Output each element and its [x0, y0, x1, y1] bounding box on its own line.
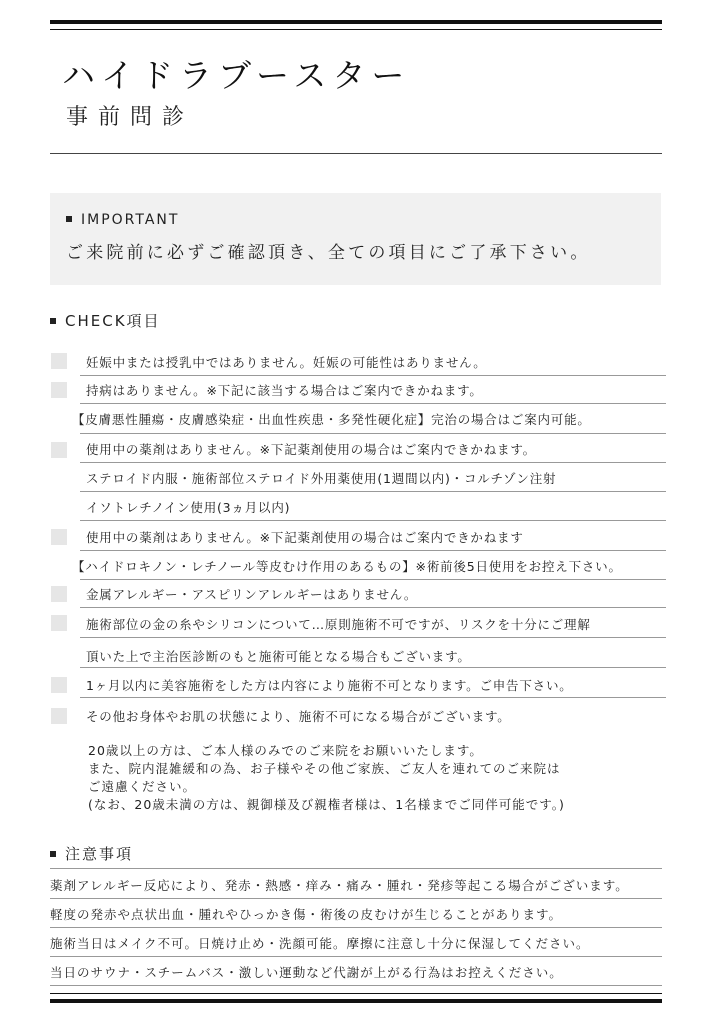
checkbox-gold-thread-silicone[interactable] [51, 615, 67, 631]
caution-heading-label: 注意事項 [65, 845, 134, 863]
caution-divider [50, 868, 662, 869]
checkbox-recent-treatment[interactable] [51, 677, 67, 693]
row-divider [80, 697, 666, 698]
check-row: 使用中の薬剤はありません。※下記薬剤使用の場合はご案内できかねます [86, 530, 524, 545]
row-divider [80, 579, 666, 580]
caution-divider [50, 985, 662, 986]
top-rule-thin [50, 29, 662, 30]
header-divider [50, 153, 662, 154]
caution-divider [50, 927, 662, 928]
notice-line: また、院内混雑緩和の為、お子様やその他ご家族、ご友人を連れてのご来院は [88, 761, 561, 776]
caution-divider [50, 898, 662, 899]
bullet-square-icon [50, 851, 56, 857]
page-title: ハイドラブースター [62, 56, 411, 95]
caution-item: 軽度の発赤や点状出血・腫れやひっかき傷・術後の皮むけが生じることがあります。 [50, 907, 563, 922]
row-divider [80, 607, 666, 608]
checkbox-medication-peeling[interactable] [51, 529, 67, 545]
page-subtitle: 事前問診 [66, 105, 195, 130]
bottom-rule-thin [50, 993, 662, 994]
important-heading-label: IMPORTANT [81, 212, 180, 228]
checkbox-metal-allergy[interactable] [51, 586, 67, 602]
check-heading [50, 310, 161, 331]
row-divider [80, 520, 666, 521]
notice-line: ご遠慮ください。 [88, 779, 197, 794]
check-row: 【皮膚悪性腫瘍・皮膚感染症・出血性疾患・多発性硬化症】完治の場合はご案内可能。 [72, 412, 591, 427]
row-divider [80, 375, 666, 376]
checkbox-chronic-illness[interactable] [51, 382, 67, 398]
check-row: 1ヶ月以内に美容施術をした方は内容により施術不可となります。ご申告下さい。 [86, 678, 573, 693]
caution-item: 薬剤アレルギー反応により、発赤・熱感・痒み・痛み・腫れ・発疹等起こる場合がございます。 [50, 878, 629, 893]
row-divider [80, 667, 666, 668]
caution-divider [50, 956, 662, 957]
caution-heading [50, 843, 133, 864]
notice-line-adults-only: 20歳以上の方は、ご本人様のみでのご来院をお願いいたします。 [88, 743, 483, 758]
check-row: 使用中の薬剤はありません。※下記薬剤使用の場合はご案内できかねます。 [86, 442, 536, 457]
check-row: 妊娠中または授乳中ではありません。妊娠の可能性はありません。 [86, 355, 487, 370]
row-divider [80, 403, 666, 404]
check-row: 施術部位の金の糸やシリコンについて…原則施術不可ですが、リスクを十分にご理解 [86, 617, 591, 632]
check-row: 持病はありません。※下記に該当する場合はご案内できかねます。 [86, 383, 483, 398]
row-divider [80, 550, 666, 551]
check-row: 金属アレルギー・アスピリンアレルギーはありません。 [86, 587, 418, 602]
row-divider [80, 491, 666, 492]
row-divider [80, 433, 666, 434]
bottom-rule-thick [50, 999, 662, 1003]
bullet-square-icon [66, 216, 72, 222]
checkbox-medication-steroid[interactable] [51, 442, 67, 458]
top-rule-thick [50, 20, 662, 24]
row-divider [80, 462, 666, 463]
check-row: 【ハイドロキノン・レチノール等皮むけ作用のあるもの】※術前後5日使用をお控え下さい。 [72, 559, 622, 574]
important-text: ご来院前に必ずご確認頂き、全ての項目にご了承下さい。 [66, 243, 591, 263]
check-row: その他お身体やお肌の状態により、施術不可になる場合がございます。 [86, 709, 511, 724]
check-row: イソトレチノイン使用(3ヵ月以内) [86, 500, 291, 515]
check-row: ステロイド内服・施術部位ステロイド外用薬使用(1週間以内)・コルチゾン注射 [86, 471, 557, 486]
important-heading [66, 212, 179, 228]
checkbox-pregnancy[interactable] [51, 353, 67, 369]
caution-item: 施術当日はメイク不可。日焼け止め・洗顔可能。摩擦に注意し十分に保湿してください。 [50, 936, 590, 951]
check-heading-label: CHECK項目 [65, 312, 161, 330]
caution-item: 当日のサウナ・スチームバス・激しい運動など代謝が上がる行為はお控えください。 [50, 965, 563, 980]
bullet-square-icon [50, 318, 56, 324]
notice-line: (なお、20歳未満の方は、親御様及び親権者様は、1名様までご同伴可能です。) [88, 797, 565, 812]
check-row: 頂いた上で主治医診断のもと施術可能となる場合もございます。 [86, 649, 471, 664]
row-divider [80, 637, 666, 638]
checkbox-other-condition[interactable] [51, 708, 67, 724]
